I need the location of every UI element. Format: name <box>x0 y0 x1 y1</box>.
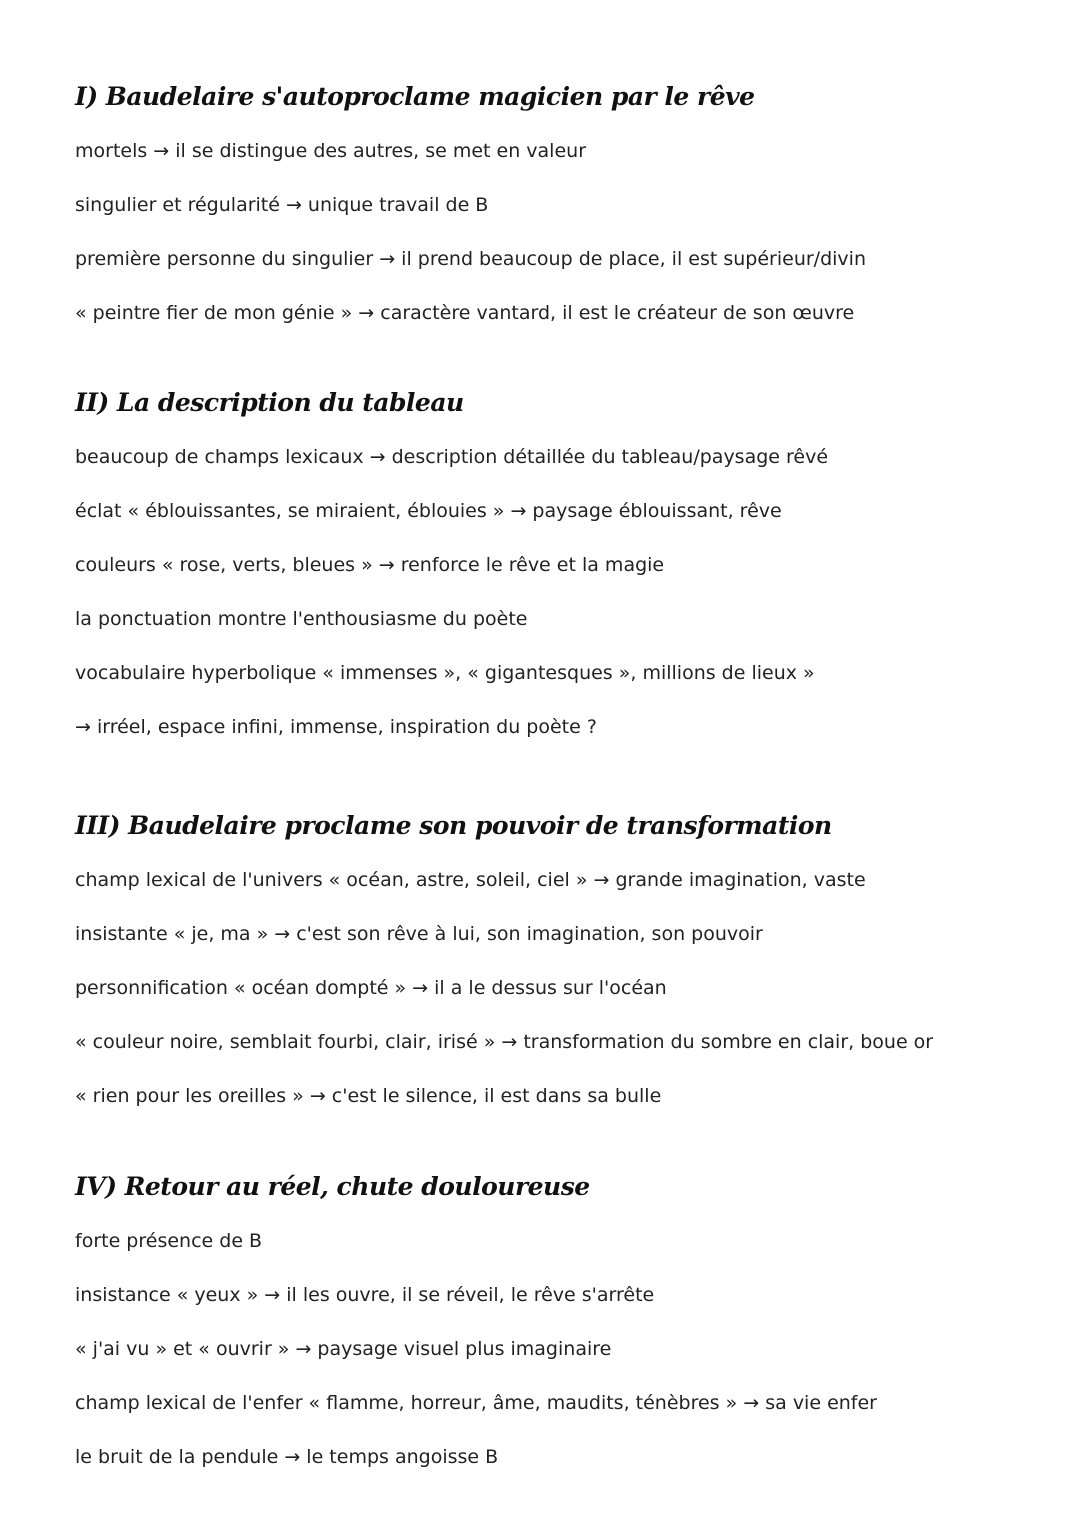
note-line: « peintre fier de mon génie » → caractère vantard, il est le créateur de son œuvre <box>75 302 855 324</box>
section-heading: I) Baudelaire s'autoproclame magicien par le rêve <box>75 82 755 111</box>
section-lines <box>75 1227 1035 1497</box>
section-2 <box>75 388 1035 767</box>
section-heading: III) Baudelaire proclame son pouvoir de transformation <box>75 811 832 840</box>
section-lines <box>75 866 1035 1136</box>
note-line: couleurs « rose, verts, bleues » → renforce le rêve et la magie <box>75 554 665 576</box>
note-line: champ lexical de l'enfer « flamme, horreur, âme, maudits, ténèbres » → sa vie enfer <box>75 1392 877 1414</box>
note-line: forte présence de B <box>75 1230 263 1252</box>
note-line: mortels → il se distingue des autres, se met en valeur <box>75 140 587 162</box>
note-line: → irréel, espace infini, immense, inspiration du poète ? <box>75 716 597 738</box>
section-1 <box>75 82 1035 353</box>
section-heading: IV) Retour au réel, chute douloureuse <box>75 1172 590 1201</box>
note-line: beaucoup de champs lexicaux → description détaillée du tableau/paysage rêvé <box>75 446 829 468</box>
section-lines <box>75 137 1035 353</box>
note-line: vocabulaire hyperbolique « immenses », « gigantesques », millions de lieux » <box>75 662 815 684</box>
note-line: le bruit de la pendule → le temps angoisse B <box>75 1446 499 1468</box>
note-line: personnification « océan dompté » → il a le dessus sur l'océan <box>75 977 667 999</box>
note-line: la ponctuation montre l'enthousiasme du poète <box>75 608 528 630</box>
note-line: champ lexical de l'univers « océan, astre, soleil, ciel » → grande imagination, vaste <box>75 869 866 891</box>
note-line: première personne du singulier → il prend beaucoup de place, il est supérieur/divin <box>75 248 866 270</box>
note-line: insistante « je, ma » → c'est son rêve à lui, son imagination, son pouvoir <box>75 923 763 945</box>
note-line: « couleur noire, semblait fourbi, clair, irisé » → transformation du sombre en clair, boue or <box>75 1031 934 1053</box>
section-heading: II) La description du tableau <box>75 388 464 417</box>
note-line: « rien pour les oreilles » → c'est le silence, il est dans sa bulle <box>75 1085 662 1107</box>
note-line: insistance « yeux » → il les ouvre, il se réveil, le rêve s'arrête <box>75 1284 655 1306</box>
note-line: singulier et régularité → unique travail de B <box>75 194 489 216</box>
note-line: « j'ai vu » et « ouvrir » → paysage visuel plus imaginaire <box>75 1338 612 1360</box>
section-4 <box>75 1172 1035 1497</box>
section-3 <box>75 811 1035 1136</box>
section-lines <box>75 443 1035 767</box>
note-line: éclat « éblouissantes, se miraient, éblouies » → paysage éblouissant, rêve <box>75 500 782 522</box>
